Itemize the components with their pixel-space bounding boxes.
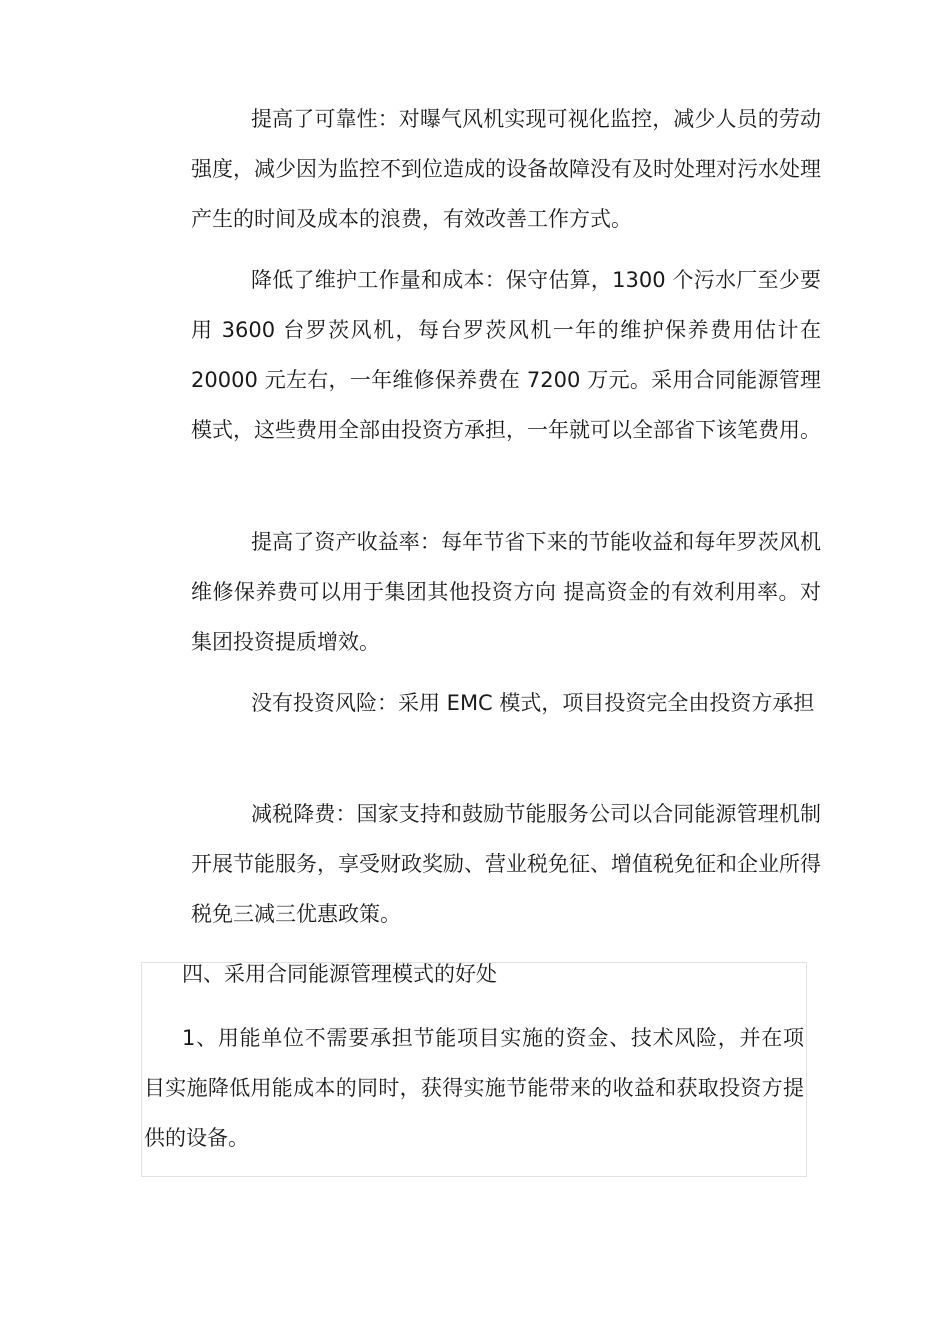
paragraph-reliability: 提高了可靠性：对曝气风机实现可视化监控，减少人员的劳动强度，减少因为监控不到位造成的设备故障没有及时处理对污水处理产生的时间及成本的浪费，有效改善工作方式。	[191, 107, 821, 231]
paragraph-tax-reduction: 减税降费：国家支持和鼓励节能服务公司以合同能源管理机制开展节能服务，享受财政奖励、营业税免征、增值税免征和企业所得税免三减三优惠政策。	[191, 802, 821, 926]
section-item-1: 1、用能单位不需要承担节能项目实施的资金、技术风险，并在项目实施降低用能成本的同时，获得实施节能带来的收益和获取投资方提供的设备。	[144, 1026, 804, 1150]
section-box-benefits	[141, 962, 807, 1177]
section-heading: 四、采用合同能源管理模式的好处	[182, 962, 497, 986]
paragraph-maintenance-cost: 降低了维护工作量和成本：保守估算，1300 个污水厂至少要用 3600 台罗茨风机，每台罗茨风机一年的维护保养费用估计在 20000 元左右，一年维修保养费在 7200 万元。采用合同能源管理模式，这些费用全部由投资方承担，一年就可以全部省下该笔费用。	[191, 268, 821, 442]
paragraph-asset-return: 提高了资产收益率：每年节省下来的节能收益和每年罗茨风机维修保养费可以用于集团其他投资方向 提高资金的有效利用率。对集团投资提质增效。	[191, 530, 821, 654]
paragraph-no-investment-risk: 没有投资风险：采用 EMC 模式，项目投资完全由投资方承担	[251, 691, 815, 715]
